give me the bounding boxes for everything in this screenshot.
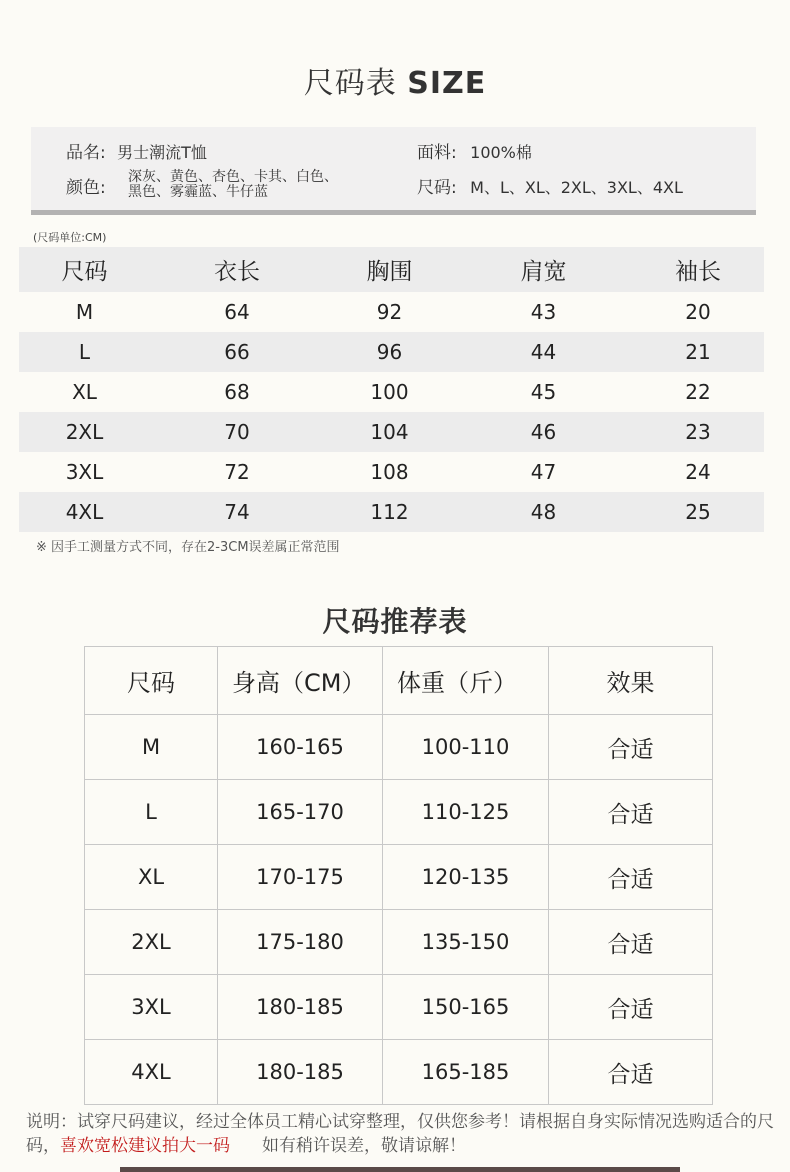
size-table-row bbox=[19, 452, 764, 492]
recommend-cell: 170-175 bbox=[218, 845, 383, 910]
recommend-header-cell: 尺码 bbox=[85, 647, 218, 715]
size-table-cell: M bbox=[75, 300, 94, 324]
size-table-header-cell: 胸围 bbox=[366, 259, 413, 285]
footnote-tail: 如有稍许误差，敬请谅解！ bbox=[262, 1136, 466, 1156]
size-chart-title bbox=[0, 58, 790, 102]
fabric-row bbox=[417, 138, 532, 163]
unit-note: (尺码单位:CM) bbox=[33, 231, 107, 244]
fabric-label: 面料: bbox=[417, 143, 457, 163]
recommend-table-row bbox=[85, 1040, 713, 1105]
recommend-table-row bbox=[85, 845, 713, 910]
bottom-image-strip bbox=[120, 1167, 680, 1172]
recommend-table-row bbox=[85, 910, 713, 975]
size-table-cell: 48 bbox=[530, 500, 557, 524]
size-table-cell: 92 bbox=[376, 300, 403, 324]
color-label: 颜色: bbox=[66, 178, 106, 198]
size-table-cell: 2XL bbox=[65, 420, 104, 444]
sizes-row bbox=[417, 173, 683, 198]
recommend-cell: M bbox=[85, 715, 218, 780]
size-table-row bbox=[19, 332, 764, 372]
recommend-title: 尺码推荐表 bbox=[322, 605, 468, 638]
size-table-cell: 21 bbox=[685, 340, 711, 364]
size-table-cell: 100 bbox=[370, 380, 409, 404]
size-table-row bbox=[19, 372, 764, 412]
recommend-cell: 100-110 bbox=[383, 715, 549, 780]
recommend-header-cell: 身高（CM） bbox=[218, 647, 383, 715]
recommend-cell: 合适 bbox=[549, 910, 713, 975]
recommend-table-row bbox=[85, 715, 713, 780]
size-table-cell: 46 bbox=[530, 420, 557, 444]
size-table-cell: 70 bbox=[224, 420, 250, 444]
product-info-divider bbox=[31, 210, 756, 215]
color-value-line2: 黑色、雾霾蓝、牛仔蓝 bbox=[128, 184, 268, 200]
footnote bbox=[26, 1110, 776, 1158]
recommend-cell: 2XL bbox=[85, 910, 218, 975]
size-chart-title-en: SIZE bbox=[407, 66, 487, 101]
size-table-header-cell: 尺码 bbox=[61, 259, 108, 285]
sizes-value: M、L、XL、2XL、3XL、4XL bbox=[470, 178, 683, 197]
size-table-cell: 23 bbox=[685, 420, 711, 444]
size-table-header-cell: 衣长 bbox=[214, 259, 260, 285]
size-table-header bbox=[19, 247, 764, 292]
recommend-cell: 110-125 bbox=[383, 780, 549, 845]
recommend-table-row bbox=[85, 780, 713, 845]
recommend-cell: 180-185 bbox=[218, 1040, 383, 1105]
size-table-cell: 44 bbox=[530, 340, 557, 364]
color-value-line1: 深灰、黄色、杏色、卡其、白色、 bbox=[128, 169, 338, 185]
size-table-cell: 108 bbox=[370, 460, 409, 484]
recommend-cell: 合适 bbox=[549, 975, 713, 1040]
recommend-cell: 150-165 bbox=[383, 975, 549, 1040]
recommend-cell: 120-135 bbox=[383, 845, 549, 910]
recommend-cell: L bbox=[85, 780, 218, 845]
size-table-cell: 43 bbox=[530, 300, 557, 324]
recommend-cell: 160-165 bbox=[218, 715, 383, 780]
size-table-cell: 25 bbox=[685, 500, 711, 524]
recommend-table bbox=[84, 646, 713, 1105]
size-table-cell: 64 bbox=[224, 300, 250, 324]
footnote-text: 说明：试穿尺码建议，经过全体员工精心试穿整理，仅供您参考！请根据自身实际情况选购适合的尺码， bbox=[26, 1112, 774, 1156]
size-table-row bbox=[19, 412, 764, 452]
size-table-cell: 20 bbox=[685, 300, 711, 324]
recommend-cell: 4XL bbox=[85, 1040, 218, 1105]
recommend-cell: 合适 bbox=[549, 715, 713, 780]
recommend-cell: 135-150 bbox=[383, 910, 549, 975]
recommend-header-cell: 体重（斤） bbox=[383, 647, 549, 715]
size-table bbox=[19, 247, 764, 532]
size-table-cell: 22 bbox=[685, 380, 711, 404]
color-value bbox=[128, 170, 378, 200]
size-table-cell: 45 bbox=[530, 380, 557, 404]
size-table-cell: 3XL bbox=[65, 460, 104, 484]
recommend-cell: 3XL bbox=[85, 975, 218, 1040]
measurement-note: ※ 因手工测量方式不同，存在2-3CM误差属正常范围 bbox=[36, 540, 340, 555]
recommend-cell: 175-180 bbox=[218, 910, 383, 975]
size-table-cell: 96 bbox=[376, 340, 403, 364]
size-table-row bbox=[19, 292, 764, 332]
recommend-table-row bbox=[85, 975, 713, 1040]
recommend-cell: 合适 bbox=[549, 845, 713, 910]
recommend-cell: 合适 bbox=[549, 1040, 713, 1105]
recommend-cell: 165-170 bbox=[218, 780, 383, 845]
product-name-value: 男士潮流T恤 bbox=[117, 143, 207, 162]
size-table-cell: 72 bbox=[224, 460, 250, 484]
recommend-table-header bbox=[85, 647, 713, 715]
recommend-cell: 合适 bbox=[549, 780, 713, 845]
sizes-label: 尺码: bbox=[417, 178, 457, 198]
size-table-cell: 4XL bbox=[65, 500, 104, 524]
recommend-cell: XL bbox=[85, 845, 218, 910]
size-table-cell: 66 bbox=[224, 340, 250, 364]
size-table-cell: 104 bbox=[370, 420, 409, 444]
size-table-cell: 24 bbox=[685, 460, 711, 484]
size-table-row bbox=[19, 492, 764, 532]
size-table-cell: 74 bbox=[224, 500, 250, 524]
size-table-cell: XL bbox=[72, 380, 97, 404]
recommend-header-cell: 效果 bbox=[549, 647, 713, 715]
size-table-cell: 47 bbox=[530, 460, 557, 484]
size-table-cell: L bbox=[78, 340, 91, 364]
footnote-highlight: 喜欢宽松建议拍大一码 bbox=[60, 1136, 230, 1156]
recommend-cell: 180-185 bbox=[218, 975, 383, 1040]
product-name-row bbox=[66, 138, 207, 163]
size-chart-title-cn: 尺码表 bbox=[303, 66, 397, 101]
size-table-cell: 68 bbox=[224, 380, 250, 404]
size-table-header-cell: 袖长 bbox=[675, 259, 721, 285]
size-table-cell: 112 bbox=[370, 500, 409, 524]
product-name-label: 品名: bbox=[66, 143, 106, 163]
recommend-cell: 165-185 bbox=[383, 1040, 549, 1105]
fabric-value: 100%棉 bbox=[470, 143, 532, 162]
size-table-header-cell: 肩宽 bbox=[520, 259, 567, 285]
